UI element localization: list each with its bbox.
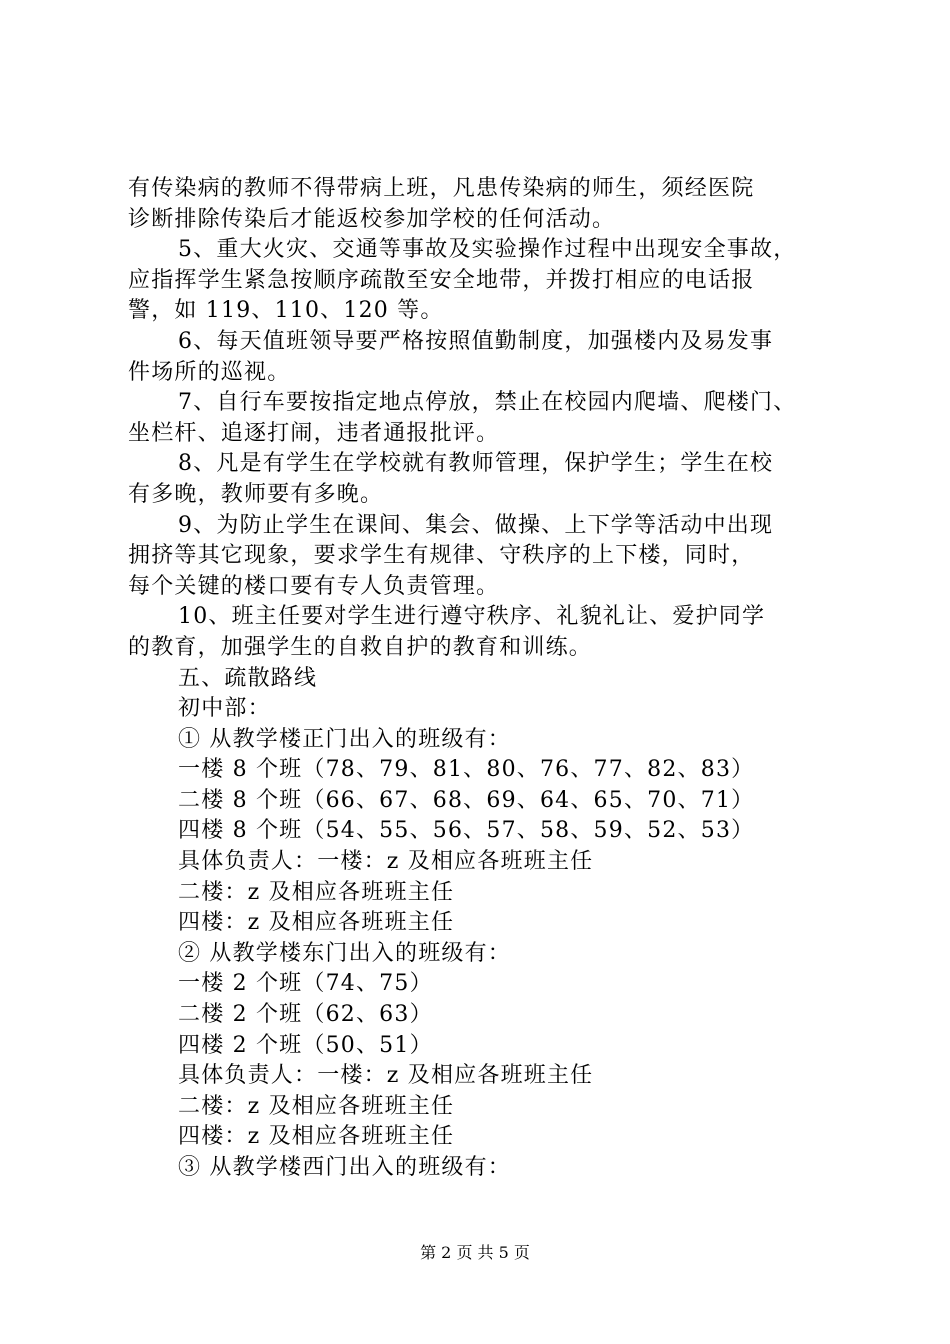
text-line: 二楼 2 个班（62、63） <box>178 1002 433 1028</box>
text-line: 五、疏散路线 <box>178 665 318 691</box>
text-line: 应指挥学生紧急按顺序疏散至安全地带，并拨打相应的电话报 <box>128 267 755 293</box>
text-line: 诊断排除传染后才能返校参加学校的任何活动。 <box>128 206 616 232</box>
text-line: ③ 从教学楼西门出入的班级有： <box>178 1155 511 1180</box>
text-line: ② 从教学楼东门出入的班级有： <box>178 940 511 966</box>
text-line: 具体负责人：一楼：z 及相应各班班主任 <box>178 849 594 875</box>
text-line: 有多晚，教师要有多晚。 <box>128 481 384 507</box>
text-line: 6、每天值班领导要严格按照值勤制度，加强楼内及易发事 <box>178 328 774 354</box>
text-line: 具体负责人：一楼：z 及相应各班班主任 <box>178 1063 594 1089</box>
text-line: 的教育，加强学生的自救自护的教育和训练。 <box>128 634 593 660</box>
text-line: 9、为防止学生在课间、集会、做操、上下学等活动中出现 <box>178 512 774 538</box>
text-line: ① 从教学楼正门出入的班级有： <box>178 726 511 752</box>
text-line: 10、班主任要对学生进行遵守秩序、礼貌礼让、爱护同学 <box>178 604 766 630</box>
text-line: 坐栏杆、追逐打闹，违者通报批评。 <box>128 420 500 446</box>
text-line: 每个关键的楼口要有专人负责管理。 <box>128 573 500 599</box>
text-line: 四楼：z 及相应各班班主任 <box>178 1124 455 1150</box>
text-line: 5、重大火灾、交通等事故及实验操作过程中出现安全事故， <box>178 237 797 263</box>
text-line: 拥挤等其它现象，要求学生有规律、守秩序的上下楼，同时， <box>128 543 755 569</box>
page-footer: 第 2 页 共 5 页 <box>420 1243 530 1262</box>
text-line: 有传染病的教师不得带病上班，凡患传染病的师生，须经医院 <box>128 176 755 201</box>
text-line: 二楼 8 个班（66、67、68、69、64、65、70、71） <box>178 787 755 813</box>
text-line: 四楼 8 个班（54、55、56、57、58、59、52、53） <box>178 818 755 844</box>
text-line: 警，如 119、110、120 等。 <box>128 298 444 324</box>
text-line: 件场所的巡视。 <box>128 359 291 385</box>
text-line: 二楼：z 及相应各班班主任 <box>178 879 455 905</box>
text-line: 二楼：z 及相应各班班主任 <box>178 1093 455 1119</box>
text-line: 一楼 8 个班（78、79、81、80、76、77、82、83） <box>178 757 755 783</box>
text-line: 一楼 2 个班（74、75） <box>178 971 433 997</box>
text-line: 四楼：z 及相应各班班主任 <box>178 910 455 936</box>
text-line: 8、凡是有学生在学校就有教师管理，保护学生；学生在校 <box>178 451 774 477</box>
text-line: 7、自行车要按指定地点停放，禁止在校园内爬墙、爬楼门、 <box>178 390 797 416</box>
text-line: 初中部： <box>178 696 271 722</box>
text-line: 四楼 2 个班（50、51） <box>178 1032 433 1058</box>
document-body <box>128 174 838 1184</box>
